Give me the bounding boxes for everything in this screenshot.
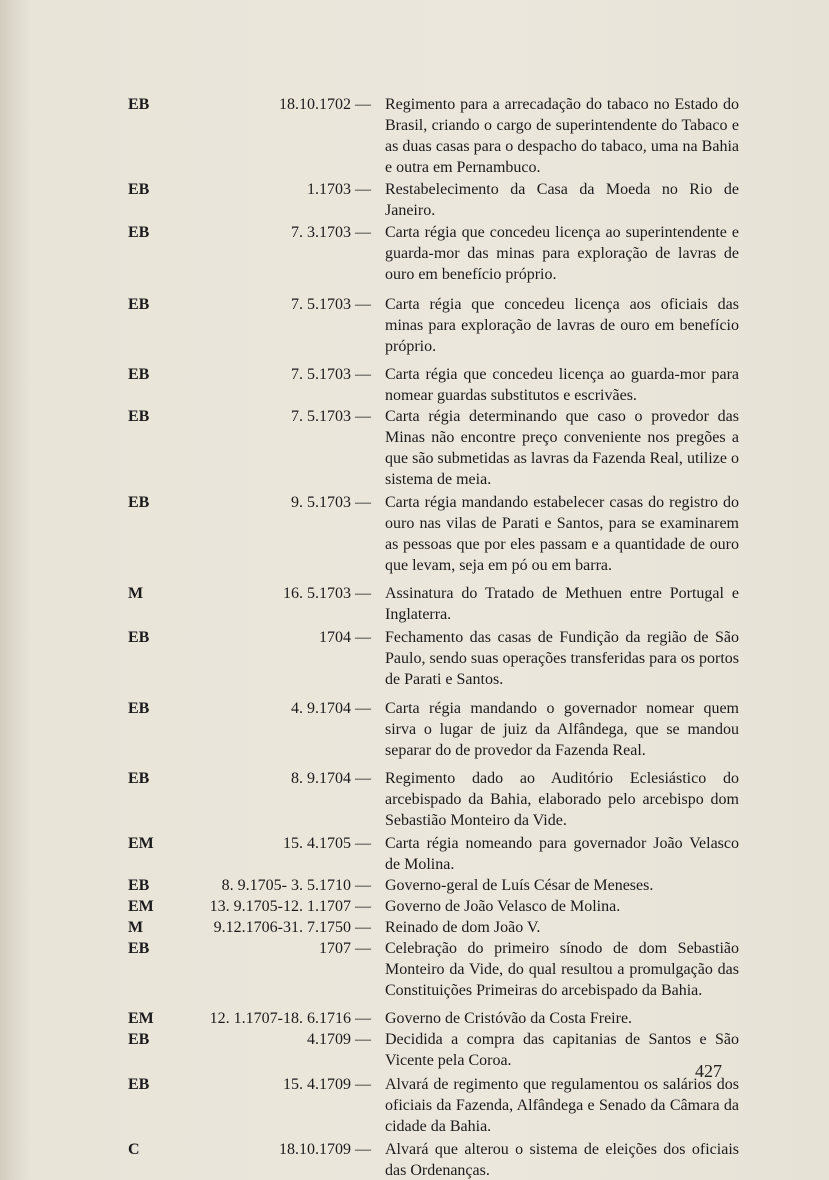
entry-date: 4. 9.1704 — bbox=[291, 700, 371, 717]
chronology-entry bbox=[0, 1139, 829, 1180]
entry-description: Carta régia que concedeu licença aos oficiais das minas para exploração de lavras de ouro em benefício próprio. bbox=[385, 296, 739, 355]
entry-date: 4.1709 — bbox=[307, 1031, 371, 1048]
chronology-entry bbox=[0, 406, 829, 490]
entry-description: Carta régia determinando que caso o provedor das Minas não encontre preço conveniente nos pregões a que são submetidas as lavras da Fazenda Real, utilize o sistema de meia. bbox=[385, 408, 739, 488]
entry-date: 9. 5.1703 — bbox=[291, 494, 371, 511]
page-number: 427 bbox=[695, 1061, 722, 1081]
entry-description: Carta régia mandando o governador nomear quem sirva o lugar de juiz da Alfândega, que se mandou separar do de provedor da Fazenda Real. bbox=[385, 700, 739, 759]
entry-date: 16. 5.1703 — bbox=[283, 585, 371, 602]
entry-description: Reinado de dom João V. bbox=[385, 919, 541, 936]
entry-description: Alvará que alterou o sistema de eleições dos oficiais das Ordenanças. bbox=[385, 1141, 739, 1179]
entry-date: 15. 4.1709 — bbox=[283, 1076, 371, 1093]
entry-description: Alvará de regimento que regulamentou os salários dos oficiais da Fazenda, Alfândega e Senado da Câmara da cidade da Bahia. bbox=[385, 1076, 739, 1135]
entry-date: 1704 — bbox=[319, 629, 371, 646]
entry-description: Governo-geral de Luís César de Meneses. bbox=[385, 877, 654, 894]
entry-code: EB bbox=[128, 296, 150, 313]
chronology-entry bbox=[0, 364, 829, 406]
entry-description: Regimento dado ao Auditório Eclesiástico do arcebispado da Bahia, elaborado pelo arcebispo dom Sebastião Monteiro da Vide. bbox=[385, 770, 739, 829]
entry-code: EB bbox=[128, 700, 150, 717]
chronology-entry bbox=[0, 698, 829, 761]
entry-code: EB bbox=[128, 96, 150, 113]
chronology-entry bbox=[0, 627, 829, 690]
chronology-entry bbox=[0, 1074, 829, 1137]
entry-date: 15. 4.1705 — bbox=[283, 835, 371, 852]
entry-date: 13. 9.1705-12. 1.1707 — bbox=[209, 898, 371, 915]
entry-description: Celebração do primeiro sínodo de dom Sebastião Monteiro da Vide, do qual resultou a promulgação das Constituições Primeiras do arcebispado da Bahia. bbox=[385, 940, 739, 999]
entry-code: C bbox=[128, 1141, 140, 1158]
entry-date: 1707 — bbox=[319, 940, 371, 957]
chronology-entry bbox=[0, 492, 829, 576]
chronology-entry bbox=[0, 917, 829, 938]
chronology-entry bbox=[0, 179, 829, 221]
entry-code: EM bbox=[128, 898, 154, 915]
chronology-entry bbox=[0, 294, 829, 357]
chronology-entry bbox=[0, 768, 829, 831]
entry-date: 12. 1.1707-18. 6.1716 — bbox=[209, 1010, 371, 1027]
entry-date: 1.1703 — bbox=[307, 181, 371, 198]
entry-code: M bbox=[128, 919, 144, 936]
entry-code: EB bbox=[128, 940, 150, 957]
chronology-entry bbox=[0, 583, 829, 625]
entry-description: Carta régia que concedeu licença ao guarda-mor para nomear guardas substitutos e escrivães. bbox=[385, 366, 739, 404]
entry-date: 7. 3.1703 — bbox=[291, 224, 371, 241]
entry-code: EB bbox=[128, 1031, 150, 1048]
entry-description: Fechamento das casas de Fundição da região de São Paulo, sendo suas operações transferidas para os portos de Parati e Santos. bbox=[385, 629, 739, 688]
entry-description: Restabelecimento da Casa da Moeda no Rio de Janeiro. bbox=[385, 181, 739, 219]
entry-code: EB bbox=[128, 1076, 150, 1093]
entry-date: 9.12.1706-31. 7.1750 — bbox=[213, 919, 371, 936]
entry-description: Carta régia que concedeu licença ao superintendente e guarda-mor das minas para exploração de lavras de ouro em benefício próprio. bbox=[385, 224, 739, 283]
chronology-list bbox=[0, 94, 829, 1180]
entry-code: EB bbox=[128, 494, 150, 511]
entry-code: EB bbox=[128, 408, 150, 425]
entry-description: Governo de Cristóvão da Costa Freire. bbox=[385, 1010, 633, 1027]
entry-code: EM bbox=[128, 835, 154, 852]
entry-date: 7. 5.1703 — bbox=[291, 366, 371, 383]
chronology-entry bbox=[0, 222, 829, 285]
entry-description: Regimento para a arrecadação do tabaco no Estado do Brasil, criando o cargo de superintendente do Tabaco e as duas casas para o despacho do tabaco, uma na Bahia e outra em Pernambuco. bbox=[385, 96, 739, 176]
entry-description: Governo de João Velasco de Molina. bbox=[385, 898, 621, 915]
chronology-entry bbox=[0, 875, 829, 896]
entry-date: 8. 9.1705- 3. 5.1710 — bbox=[221, 877, 371, 894]
entry-code: EB bbox=[128, 224, 150, 241]
chronology-entry bbox=[0, 896, 829, 917]
entry-code: M bbox=[128, 585, 144, 602]
entry-code: EM bbox=[128, 1010, 154, 1027]
chronology-entry bbox=[0, 833, 829, 875]
entry-date: 8. 9.1704 — bbox=[291, 770, 371, 787]
entry-code: EB bbox=[128, 629, 150, 646]
entry-description: Decidida a compra das capitanias de Santos e São Vicente pela Coroa. bbox=[385, 1031, 739, 1069]
entry-description: Carta régia nomeando para governador João Velasco de Molina. bbox=[385, 835, 739, 873]
entry-code: EB bbox=[128, 770, 150, 787]
entry-code: EB bbox=[128, 181, 150, 198]
entry-description: Assinatura do Tratado de Methuen entre Portugal e Inglaterra. bbox=[385, 585, 739, 623]
entry-date: 18.10.1702 — bbox=[279, 96, 371, 113]
entry-code: EB bbox=[128, 366, 150, 383]
entry-date: 7. 5.1703 — bbox=[291, 296, 371, 313]
entry-code: EB bbox=[128, 877, 150, 894]
chronology-entry bbox=[0, 1008, 829, 1029]
entry-date: 7. 5.1703 — bbox=[291, 408, 371, 425]
chronology-entry bbox=[0, 94, 829, 178]
entry-date: 18.10.1709 — bbox=[279, 1141, 371, 1158]
chronology-entry bbox=[0, 938, 829, 1001]
entry-description: Carta régia mandando estabelecer casas do registro do ouro nas vilas de Parati e Santos, para se examinarem as pessoas que por eles passam e a quantidade de ouro que levam, seja em pó ou em barra. bbox=[385, 494, 739, 574]
